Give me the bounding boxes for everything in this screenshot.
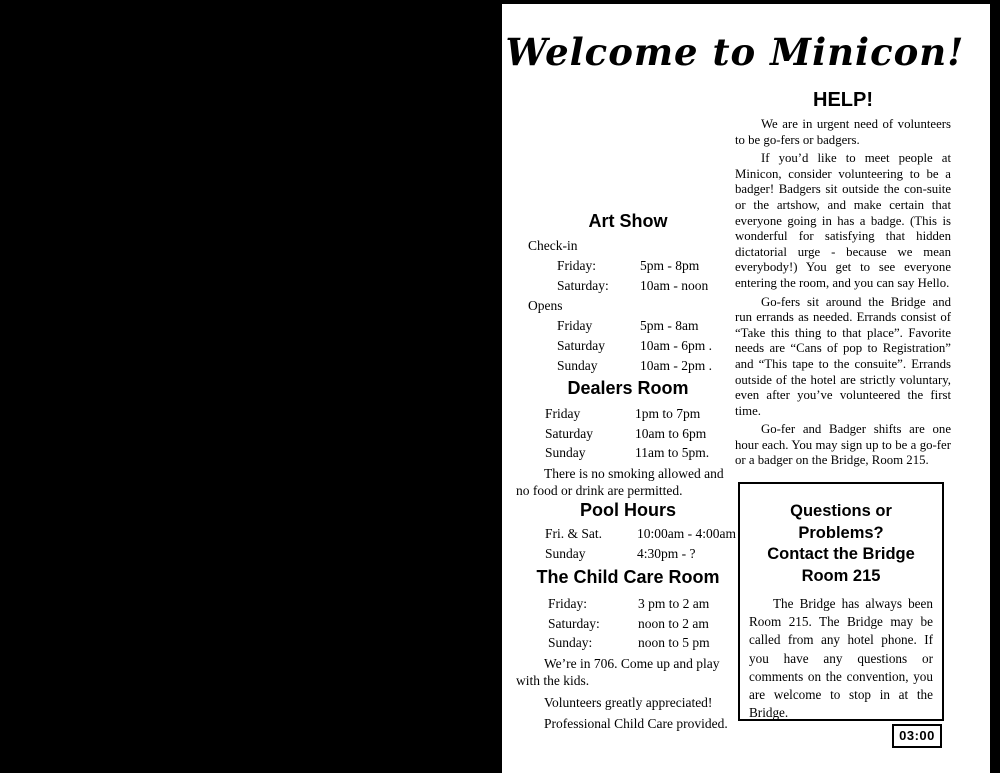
schedule-row xyxy=(516,424,740,444)
schedule-row xyxy=(516,544,740,564)
schedule-day: Sunday xyxy=(545,445,586,460)
help-paragraph: Go-fer and Badger shifts are one hour each. You may sign up to be a go-fer or a badger on the Bridge, Room 215. xyxy=(735,422,951,468)
section-dealers-room xyxy=(516,377,740,500)
child-care-note: Professional Child Care provided. xyxy=(544,716,728,731)
schedule-day: Friday xyxy=(545,406,581,421)
child-care-note: We’re in 706. Come up and play with the kids. xyxy=(516,655,720,688)
bridge-box-heading-line: Problems? xyxy=(798,523,884,542)
bridge-box-heading xyxy=(740,501,942,587)
pool-hours-heading: Pool Hours xyxy=(579,500,676,520)
help-paragraph: If you’d like to meet people at Minicon, consider volunteering to be a badger! Badgers sit outside the con-suite or the artshow, and make certain that everyone going in has a badge. (This is wonderful for satisfying that hidden dictatorial urge - because we mean everybody!) You get to see everyone entering the room, and you can say Hello. xyxy=(735,151,951,290)
dealers-room-heading: Dealers Room xyxy=(567,378,689,398)
bridge-box-heading-line: Questions or xyxy=(790,502,892,520)
schedule-time: 10am to 6pm xyxy=(635,425,707,441)
schedule-time: 4:30pm - ? xyxy=(637,546,696,561)
schedule-time: 11am to 5pm. xyxy=(635,445,710,460)
schedule-day: Sunday xyxy=(557,358,598,373)
schedule-row xyxy=(516,524,740,544)
dealers-room-note: There is no smoking allowed and no food or drink are permitted. xyxy=(516,465,724,498)
schedule-day: Saturday xyxy=(557,338,605,353)
art-show-opens-label: Opens xyxy=(528,298,563,313)
scan-edge-artifact xyxy=(502,0,990,4)
help-heading: HELP! xyxy=(813,89,873,111)
schedule-time: 10:00am - 4:00am xyxy=(637,526,736,541)
schedule-row xyxy=(516,443,740,463)
bridge-box-heading-line: Contact the Bridge xyxy=(767,545,915,563)
schedule-time: 3 pm to 2 am xyxy=(638,596,710,611)
schedule-day: Sunday xyxy=(545,546,586,561)
schedule-row xyxy=(516,356,740,376)
schedule-day: Sunday: xyxy=(548,635,593,650)
scanned-page xyxy=(502,0,990,773)
bridge-box-heading-line: Room 215 xyxy=(801,566,881,585)
schedule-row xyxy=(516,614,740,634)
section-pool-hours xyxy=(516,499,740,564)
section-help xyxy=(735,88,951,472)
schedule-row xyxy=(516,276,740,296)
schedule-time: noon to 2 am xyxy=(638,615,709,631)
schedule-row xyxy=(516,404,740,424)
page-title: Welcome to Minicon! xyxy=(505,30,965,74)
schedule-row xyxy=(516,594,740,614)
help-paragraph: Go-fers sit around the Bridge and run errands as needed. Errands consist of “Take this thing to that place”. Favorite needs are “Cans of pop to Registration” and “This tape to the consuite”. Errands outside of the hotel are strictly voluntary, even after you’ve volunteered the first time. xyxy=(735,294,951,418)
schedule-time: 10am - 6pm . xyxy=(640,338,712,353)
schedule-day: Saturday: xyxy=(557,278,609,293)
section-art-show xyxy=(516,210,740,376)
child-care-heading: The Child Care Room xyxy=(536,567,720,587)
art-show-heading: Art Show xyxy=(588,211,668,231)
schedule-row xyxy=(516,336,740,356)
scan-edge-artifact xyxy=(990,2,1000,773)
section-child-care xyxy=(516,566,740,733)
schedule-day: Friday xyxy=(557,318,593,333)
bridge-contact-box xyxy=(738,482,944,721)
schedule-day: Friday: xyxy=(557,258,596,273)
schedule-day: Saturday: xyxy=(548,615,600,631)
schedule-time: 5pm - 8am xyxy=(640,318,699,333)
help-paragraph: We are in urgent need of volunteers to be go-fers or badgers. xyxy=(735,117,951,147)
schedule-row xyxy=(516,633,740,653)
schedule-day: Friday: xyxy=(548,596,587,611)
schedule-time: 1pm to 7pm xyxy=(635,406,701,421)
schedule-day: Fri. & Sat. xyxy=(545,526,603,541)
art-show-checkin-label: Check-in xyxy=(528,238,578,253)
schedule-time: 5pm - 8pm xyxy=(640,258,700,273)
schedule-day: Saturday xyxy=(545,425,593,441)
schedule-time: noon to 5 pm xyxy=(638,635,710,650)
schedule-row xyxy=(516,256,740,276)
schedule-time: 10am - noon xyxy=(640,278,709,293)
bridge-box-body: The Bridge has always been Room 215. The Bridge may be called from any hotel phone. If you have any questions or comments on the convention, you are welcome to stop in at the Bridge. xyxy=(749,596,933,721)
schedule-time: 10am - 2pm . xyxy=(640,358,712,373)
scan-timestamp-box xyxy=(892,724,942,748)
scan-timestamp: 03:00 xyxy=(899,728,935,743)
schedule-row xyxy=(516,316,740,336)
child-care-note: Volunteers greatly appreciated! xyxy=(544,694,713,710)
